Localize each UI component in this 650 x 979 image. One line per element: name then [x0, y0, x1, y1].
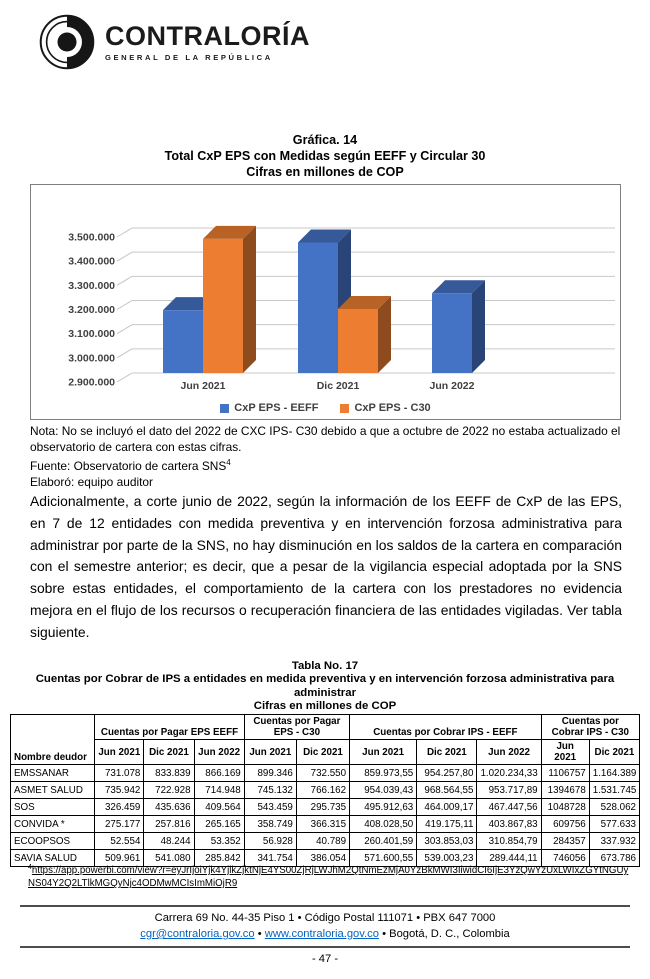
value-cell: 366.315 — [296, 816, 349, 833]
value-cell: 275.177 — [95, 816, 144, 833]
page-footer — [20, 905, 630, 967]
value-cell: 541.080 — [144, 850, 194, 867]
table-row — [11, 782, 640, 799]
legend-item — [220, 402, 318, 414]
note-line: Nota: No se incluyó el dato del 2022 de CXC IPS- C30 debido a que a octubre de 2022 no estaba actualizado el observatorio de cartera con estas cifras. — [30, 424, 621, 454]
value-cell: 295.735 — [296, 799, 349, 816]
chart-title: Total CxP EPS con Medidas según EEFF y Circular 30 — [164, 149, 486, 163]
value-cell: 260.401,59 — [350, 833, 417, 850]
value-cell: 40.789 — [296, 833, 349, 850]
contraloria-logo — [38, 13, 310, 71]
value-cell: 1394678 — [541, 782, 589, 799]
col-group-header: Cuentas por Cobrar IPS - EEFF — [350, 715, 542, 740]
value-cell: 722.928 — [144, 782, 194, 799]
debtor-name-cell: ECOOPSOS — [11, 833, 95, 850]
footer-city: Bogotá, D. C., Colombia — [389, 928, 510, 940]
grid-connector — [117, 276, 132, 285]
value-cell: 1048728 — [541, 799, 589, 816]
source-line: Fuente: Observatorio de cartera SNS$^4$ — [30, 458, 231, 474]
bar-series0 — [163, 310, 203, 373]
value-cell: 866.169 — [194, 765, 244, 782]
value-cell: 509.961 — [95, 850, 144, 867]
value-cell: 571.600,55 — [350, 850, 417, 867]
value-cell: 539.003,23 — [417, 850, 477, 867]
powerbi-link[interactable]: https://app.powerbi.com/view?r=eyJrIjoiYjk4YjlkZjktNjE4YS00ZjRjLWJhM2QtNmEzMjA0YzBkMWI3IiwidCI6IjE3YzQwYzUxLWIxZGYtNGUyNS04Y2Q2LTlkMGQyNjc4ODMwMCIsImMiOjR9 — [28, 865, 629, 890]
grid-connector — [117, 349, 132, 358]
value-cell: 48.244 — [144, 833, 194, 850]
value-cell: 464.009,17 — [417, 799, 477, 816]
value-cell: 435.636 — [144, 799, 194, 816]
chart-legend — [31, 402, 620, 414]
value-cell: 303.853,03 — [417, 833, 477, 850]
col-group-header: Cuentas por Cobrar IPS - C30 — [541, 715, 639, 740]
y-tick-label: 2.900.000 — [68, 376, 115, 389]
col-subheader: Jun 2021 — [541, 740, 589, 765]
body-paragraph: Adicionalmente, a corte junio de 2022, según la información de los EEFF de CxP de las EPS, en 7 de 12 entidades con medida preventiva y en intervención forzosa administrativa para administrar por parte de la SNS, no hay disminución en los saldos de la cartera en comparación con el semestre anterior; es decir, que a pesar de la vigilancia especial adoptada por la SNS sobre estas entidades, el comportamiento de la cartera con los prestadores no evidencia mejora en el flujo de los recursos o recuperación financiera de las entidades vigiladas. Ver tabla siguiente. — [30, 493, 622, 640]
value-cell: 766.162 — [296, 782, 349, 799]
value-cell: 310.854,79 — [477, 833, 541, 850]
footnote-marker: 4 — [28, 864, 32, 871]
value-cell: 337.932 — [589, 833, 639, 850]
value-cell: 954.257,80 — [417, 765, 477, 782]
grid-connector — [117, 252, 132, 261]
value-cell: 1.531.745 — [589, 782, 639, 799]
value-cell: 285.842 — [194, 850, 244, 867]
value-cell: 1.020.234,33 — [477, 765, 541, 782]
col-subheader: Jun 2022 — [194, 740, 244, 765]
contraloria-logo-icon — [38, 13, 96, 71]
col-group-header: Cuentas por Pagar EPS EEFF — [95, 715, 244, 740]
legend-swatch-icon — [220, 404, 229, 413]
grid-connector — [117, 301, 132, 310]
value-cell: 1106757 — [541, 765, 589, 782]
bar-series1-side — [243, 226, 256, 373]
y-tick-label: 3.100.000 — [68, 328, 115, 341]
footer-website-link[interactable]: www.contraloria.gov.co — [264, 928, 379, 940]
debtor-name-cell: CONVIDA * — [11, 816, 95, 833]
footer-email-link[interactable]: cgr@contraloria.gov.co — [140, 928, 255, 940]
bar-series1 — [203, 239, 243, 373]
org-name: CONTRALORÍA — [105, 20, 310, 51]
bar-series1-side — [378, 296, 391, 373]
value-cell: 609756 — [541, 816, 589, 833]
value-cell: 833.839 — [144, 765, 194, 782]
value-cell: 408.028,50 — [350, 816, 417, 833]
bar-chart — [30, 184, 621, 420]
bar-series0 — [298, 243, 338, 374]
value-cell: 409.564 — [194, 799, 244, 816]
value-cell: 358.749 — [244, 816, 296, 833]
value-cell: 1.164.389 — [589, 765, 639, 782]
legend-label: CxP EPS - EEFF — [234, 402, 319, 414]
y-tick-label: 3.400.000 — [68, 255, 115, 268]
col-subheader: Dic 2021 — [417, 740, 477, 765]
col-header-name: Nombre deudor — [11, 715, 95, 765]
col-group-header: Cuentas por Pagar EPS - C30 — [244, 715, 349, 740]
value-cell: 52.554 — [95, 833, 144, 850]
footnote — [28, 861, 630, 890]
chart-title-block — [0, 132, 650, 180]
bar-series0-side — [472, 280, 485, 373]
value-cell: 257.816 — [144, 816, 194, 833]
author-line: Elaboró: equipo auditor — [30, 475, 153, 490]
legend-swatch-icon — [340, 404, 349, 413]
table-row — [11, 799, 640, 816]
value-cell: 467.447,56 — [477, 799, 541, 816]
value-cell: 56.928 — [244, 833, 296, 850]
x-category-label: Jun 2021 — [180, 380, 226, 392]
col-subheader: Dic 2021 — [296, 740, 349, 765]
value-cell: 495.912,63 — [350, 799, 417, 816]
col-subheader: Dic 2021 — [589, 740, 639, 765]
page-number: - 47 - — [311, 953, 339, 965]
y-tick-label: 3.000.000 — [68, 352, 115, 365]
y-tick-label: 3.200.000 — [68, 304, 115, 316]
org-subtitle: GENERAL DE LA REPÚBLICA — [105, 52, 273, 62]
footnote-ref: 4 — [226, 458, 231, 468]
value-cell: 326.459 — [95, 799, 144, 816]
chart-note — [30, 424, 626, 491]
debtor-name-cell: EMSSANAR — [11, 765, 95, 782]
chart-units: Cifras en millones de COP — [246, 165, 404, 179]
value-cell: 746056 — [541, 850, 589, 867]
value-cell: 954.039,43 — [350, 782, 417, 799]
value-cell: 265.165 — [194, 816, 244, 833]
legend-label: CxP EPS - C30 — [354, 402, 431, 414]
value-cell: 673.786 — [589, 850, 639, 867]
debtor-name-cell: SOS — [11, 799, 95, 816]
value-cell: 403.867,83 — [477, 816, 541, 833]
value-cell: 859.973,55 — [350, 765, 417, 782]
debtor-name-cell: SAVIA SALUD — [11, 850, 95, 867]
value-cell: 745.132 — [244, 782, 296, 799]
footer-contacts: cgr@contraloria.gov.co • www.contraloria.gov.co • Bogotá, D. C., Colombia — [140, 928, 510, 940]
col-subheader: Jun 2021 — [350, 740, 417, 765]
legend-item — [340, 402, 430, 414]
value-cell: 899.346 — [244, 765, 296, 782]
value-cell: 577.633 — [589, 816, 639, 833]
footer-bottom-rule — [20, 946, 630, 948]
grid-connector — [117, 373, 132, 382]
footer-address: Carrera 69 No. 44-35 Piso 1 • Código Postal 111071 • PBX 647 7000 — [154, 912, 496, 924]
bar-series0 — [432, 293, 472, 373]
table-number: Tabla No. 17 — [291, 660, 359, 672]
value-cell: 386.054 — [296, 850, 349, 867]
table-title-block — [25, 660, 625, 714]
value-cell: 528.062 — [589, 799, 639, 816]
table-row — [11, 765, 640, 782]
value-cell: 289.444,11 — [477, 850, 541, 867]
table-row — [11, 833, 640, 850]
col-subheader: Jun 2021 — [95, 740, 144, 765]
value-cell: 968.564,55 — [417, 782, 477, 799]
y-tick-label: 3.300.000 — [68, 279, 115, 292]
debtors-table — [10, 714, 640, 867]
x-category-label: Dic 2021 — [316, 380, 360, 392]
value-cell: 53.352 — [194, 833, 244, 850]
table-title: Cuentas por Cobrar de IPS a entidades en medida preventiva y en intervención forzosa administrativa para administrar — [35, 673, 615, 699]
table-units: Cifras en millones de COP — [253, 700, 397, 713]
y-tick-label: 3.500.000 — [68, 231, 115, 244]
value-cell: 714.948 — [194, 782, 244, 799]
chart-number: Gráfica. 14 — [292, 133, 358, 147]
col-subheader: Jun 2021 — [244, 740, 296, 765]
grid-connector — [117, 228, 132, 237]
value-cell: 732.550 — [296, 765, 349, 782]
debtor-name-cell: ASMET SALUD — [11, 782, 95, 799]
bar-chart-canvas — [31, 185, 618, 395]
value-cell: 731.078 — [95, 765, 144, 782]
value-cell: 543.459 — [244, 799, 296, 816]
value-cell: 735.942 — [95, 782, 144, 799]
value-cell: 284357 — [541, 833, 589, 850]
col-subheader: Dic 2021 — [144, 740, 194, 765]
col-subheader: Jun 2022 — [477, 740, 541, 765]
value-cell: 341.754 — [244, 850, 296, 867]
value-cell: 953.717,89 — [477, 782, 541, 799]
bar-series1 — [338, 309, 378, 373]
table-row — [11, 816, 640, 833]
value-cell: 419.175,11 — [417, 816, 477, 833]
x-category-label: Jun 2022 — [429, 380, 475, 392]
grid-connector — [117, 325, 132, 334]
